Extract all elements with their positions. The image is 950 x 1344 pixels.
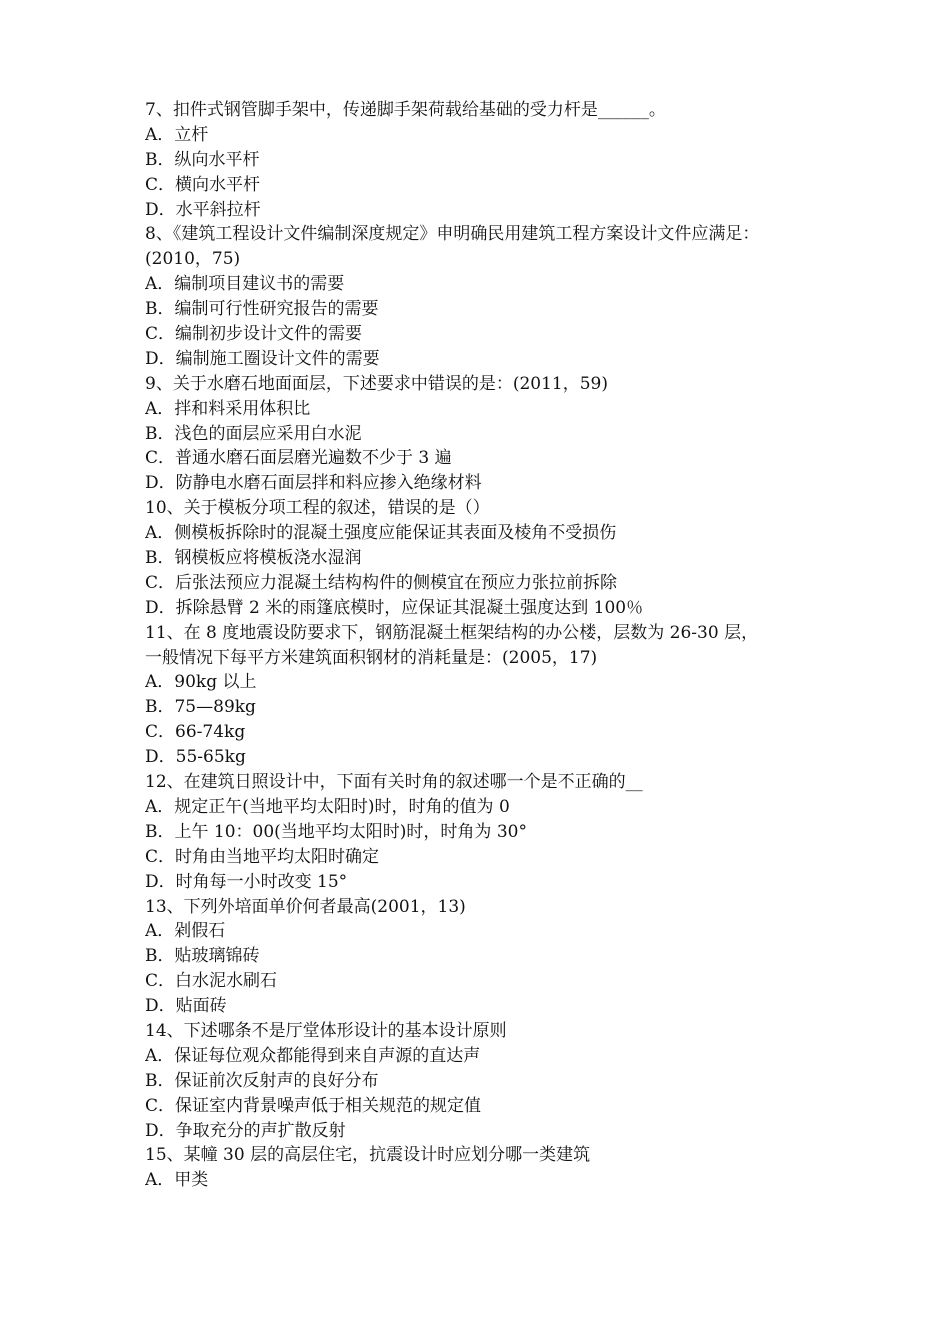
question-9: 9、关于水磨石地面面层，下述要求中错误的是：(2011，59) xyxy=(145,373,608,394)
question-11: 11、在 8 度地震设防要求下，钢筋混凝土框架结构的办公楼，层数为 26-30 层， xyxy=(145,622,759,643)
q13-option-a: A．剁假石 xyxy=(145,921,226,942)
q8-option-d: D．编制施工圈设计文件的需要 xyxy=(145,348,380,369)
q11-option-a: A．90kg 以上 xyxy=(145,672,257,693)
question-10: 10、关于模板分项工程的叙述，错误的是（） xyxy=(145,498,490,519)
q11-option-d: D．55-65kg xyxy=(145,747,246,768)
question-13: 13、下列外培面单价何者最高(2001，13) xyxy=(145,896,466,917)
q10-option-a: A．侧模板拆除时的混凝土强度应能保证其表面及棱角不受损伤 xyxy=(145,523,617,544)
q7-option-a: A．立杆 xyxy=(145,124,209,145)
q7-option-b: B．纵向水平杆 xyxy=(145,149,260,170)
q13-option-c: C．白水泥水刷石 xyxy=(145,971,278,992)
q15-option-a: A．甲类 xyxy=(145,1170,209,1191)
q12-option-c: C．时角由当地平均太阳时确定 xyxy=(145,846,380,867)
q12-option-b: B．上午 10：00(当地平均太阳时)时，时角为 30° xyxy=(145,821,527,842)
q12-option-a: A．规定正午(当地平均太阳时)时，时角的值为 0 xyxy=(145,796,510,817)
q11-option-c: C．66-74kg xyxy=(145,722,246,743)
question-14: 14、下述哪条不是厅堂体形设计的基本设计原则 xyxy=(145,1020,507,1041)
q14-option-b: B．保证前次反射声的良好分布 xyxy=(145,1070,379,1091)
q14-option-a: A．保证每位观众都能得到来自声源的直达声 xyxy=(145,1045,481,1066)
q9-option-b: B．浅色的面层应采用白水泥 xyxy=(145,423,362,444)
q14-option-d: D．争取充分的声扩散反射 xyxy=(145,1120,346,1141)
question-15: 15、某幢 30 层的高层住宅，抗震设计时应划分哪一类建筑 xyxy=(145,1145,591,1166)
q10-option-b: B．钢模板应将模板浇水湿润 xyxy=(145,548,362,569)
q10-option-c: C．后张法预应力混凝土结构构件的侧模宜在预应力张拉前拆除 xyxy=(145,572,618,593)
q7-option-d: D．水平斜拉杆 xyxy=(145,199,261,220)
q12-option-d: D．时角每一小时改变 15° xyxy=(145,871,348,892)
q8-option-c: C．编制初步设计文件的需要 xyxy=(145,324,363,345)
question-11-continued: 一般情况下每平方米建筑面积钢材的消耗量是：(2005，17) xyxy=(145,647,598,668)
q7-option-c: C．横向水平杆 xyxy=(145,174,261,195)
q13-option-b: B．贴玻璃锦砖 xyxy=(145,946,260,967)
question-8: 8、《建筑工程设计文件编制深度规定》申明确民用建筑工程方案设计文件应满足： xyxy=(145,224,760,245)
q10-option-d: D．拆除悬臂 2 米的雨篷底模时，应保证其混凝土强度达到 100％ xyxy=(145,597,644,618)
q9-option-c: C．普通水磨石面层磨光遍数不少于 3 遍 xyxy=(145,448,452,469)
q9-option-a: A．拌和料采用体积比 xyxy=(145,398,311,419)
q13-option-d: D．贴面砖 xyxy=(145,996,227,1017)
q14-option-c: C．保证室内背景噪声低于相关规范的规定值 xyxy=(145,1095,482,1116)
question-7: 7、扣件式钢管脚手架中，传递脚手架荷载给基础的受力杆是______。 xyxy=(145,100,666,120)
q8-option-b: B．编制可行性研究报告的需要 xyxy=(145,299,379,320)
question-8-continued: (2010，75) xyxy=(145,249,241,270)
question-12: 12、在建筑日照设计中，下面有关时角的叙述哪一个是不正确的__ xyxy=(145,772,643,793)
q11-option-b: B．75—89kg xyxy=(145,697,256,718)
document-page xyxy=(145,98,815,1193)
q9-option-d: D．防静电水磨石面层拌和料应掺入绝缘材料 xyxy=(145,473,482,494)
q8-option-a: A．编制项目建议书的需要 xyxy=(145,274,345,295)
